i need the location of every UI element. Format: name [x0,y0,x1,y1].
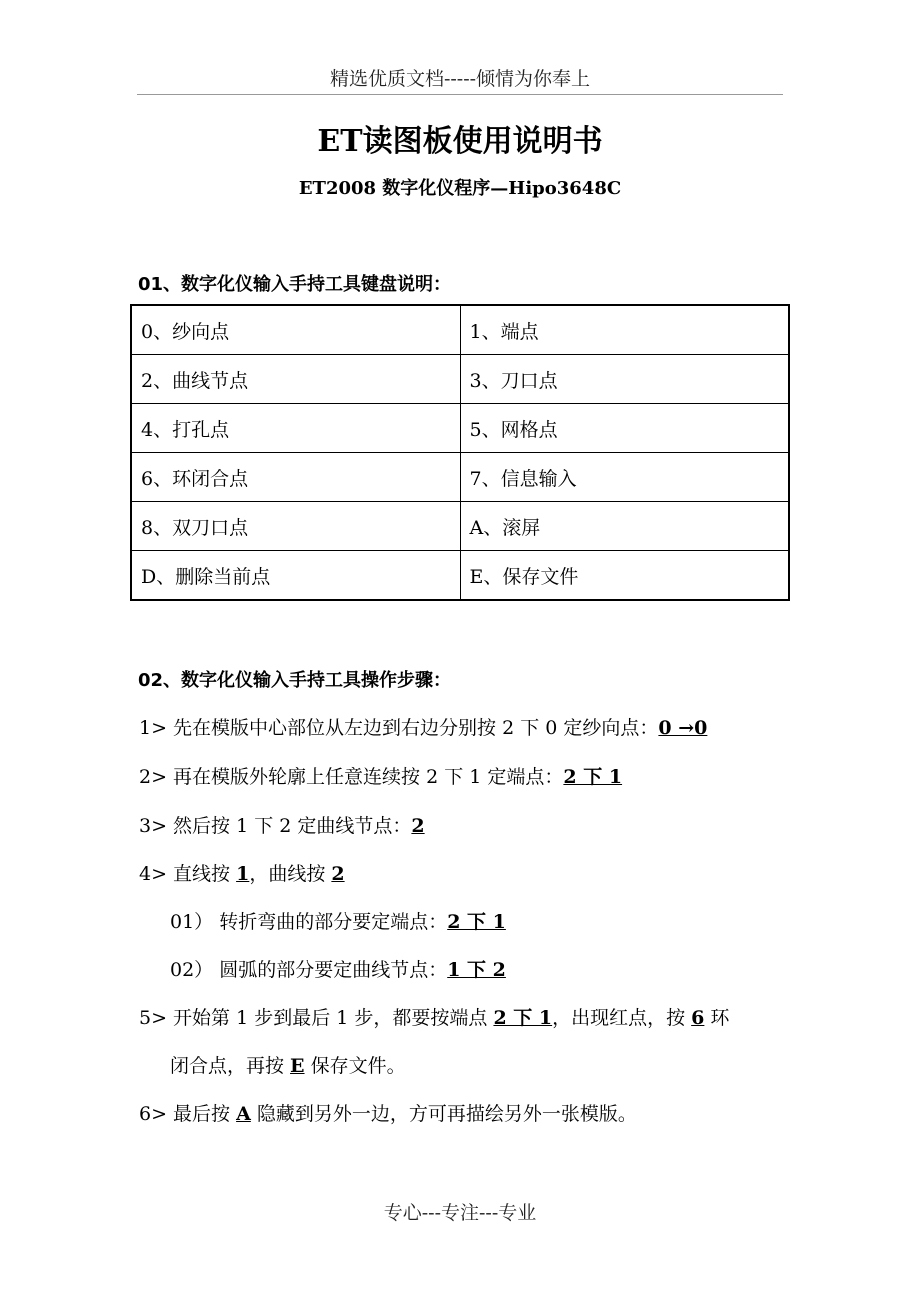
step-key: 1 下 2 [447,959,506,981]
step-key: E [290,1055,305,1077]
step-key: 2 [331,863,345,885]
table-cell: D、删除当前点 [131,551,460,601]
table-cell: A、滚屏 [460,502,789,551]
step-key: 2 [411,815,425,837]
step-1 [139,713,707,740]
table-cell: 4、打孔点 [131,404,460,453]
table-cell: 7、信息输入 [460,453,789,502]
table-cell: 1、端点 [460,305,789,355]
step-text: 01） 转折弯曲的部分要定端点： [170,911,448,933]
table-cell: 6、环闭合点 [131,453,460,502]
step-key: A [236,1103,251,1125]
step-5-continued [170,1051,406,1078]
step-2 [139,762,622,789]
step-key: 0 →0 [658,717,708,739]
step-key: 1 [236,863,250,885]
step-text: 保存文件。 [304,1055,406,1077]
step-4-1 [170,907,506,934]
step-4 [139,859,345,886]
table-cell: 3、刀口点 [460,355,789,404]
header-divider [137,94,783,95]
table-row [131,453,789,502]
table-cell: E、保存文件 [460,551,789,601]
step-text: 隐藏到另外一边，方可再描绘另外一张模版。 [250,1103,637,1125]
table-row [131,305,789,355]
table-row [131,404,789,453]
step-text: ，出现红点，按 [552,1007,692,1029]
step-text: 3> 然后按 1 下 2 定曲线节点： [139,815,412,837]
section-heading-steps: 02、数字化仪输入手持工具操作步骤： [138,670,452,691]
table-row [131,502,789,551]
document-title: ET读图板使用说明书 [317,124,603,159]
step-text: 2> 再在模版外轮廓上任意连续按 2 下 1 定端点： [139,766,564,788]
page-footer: 专心---专注---专业 [383,1202,537,1224]
table-cell: 5、网格点 [460,404,789,453]
step-text: 闭合点，再按 [170,1055,291,1077]
section-heading-keyboard: 01、数字化仪输入手持工具键盘说明： [138,274,452,295]
step-text: ，曲线按 [249,863,332,885]
step-key: 2 下 1 [563,766,623,788]
document-subtitle: ET2008 数字化仪程序—Hipo3648C [298,178,622,199]
step-key: 2 下 1 [447,911,506,933]
step-key: 2 下 1 [493,1007,553,1029]
step-3 [139,811,425,838]
keypad-table [130,304,790,601]
table-cell: 2、曲线节点 [131,355,460,404]
step-5 [139,1003,729,1030]
step-text: 6> 最后按 [139,1103,237,1125]
step-4-2 [170,955,506,982]
page-header: 精选优质文档-----倾情为你奉上 [329,68,591,90]
step-key: 6 [691,1007,705,1029]
table-row [131,355,789,404]
table-row [131,551,789,601]
step-text: 02） 圆弧的部分要定曲线节点： [170,959,448,981]
step-text: 5> 开始第 1 步到最后 1 步，都要按端点 [139,1007,494,1029]
step-text: 4> 直线按 [139,863,237,885]
step-text: 1> 先在模版中心部位从左边到右边分别按 2 下 0 定纱向点： [139,717,659,739]
step-text: 环 [704,1007,730,1029]
step-6 [139,1099,637,1126]
table-cell: 0、纱向点 [131,305,460,355]
table-cell: 8、双刀口点 [131,502,460,551]
